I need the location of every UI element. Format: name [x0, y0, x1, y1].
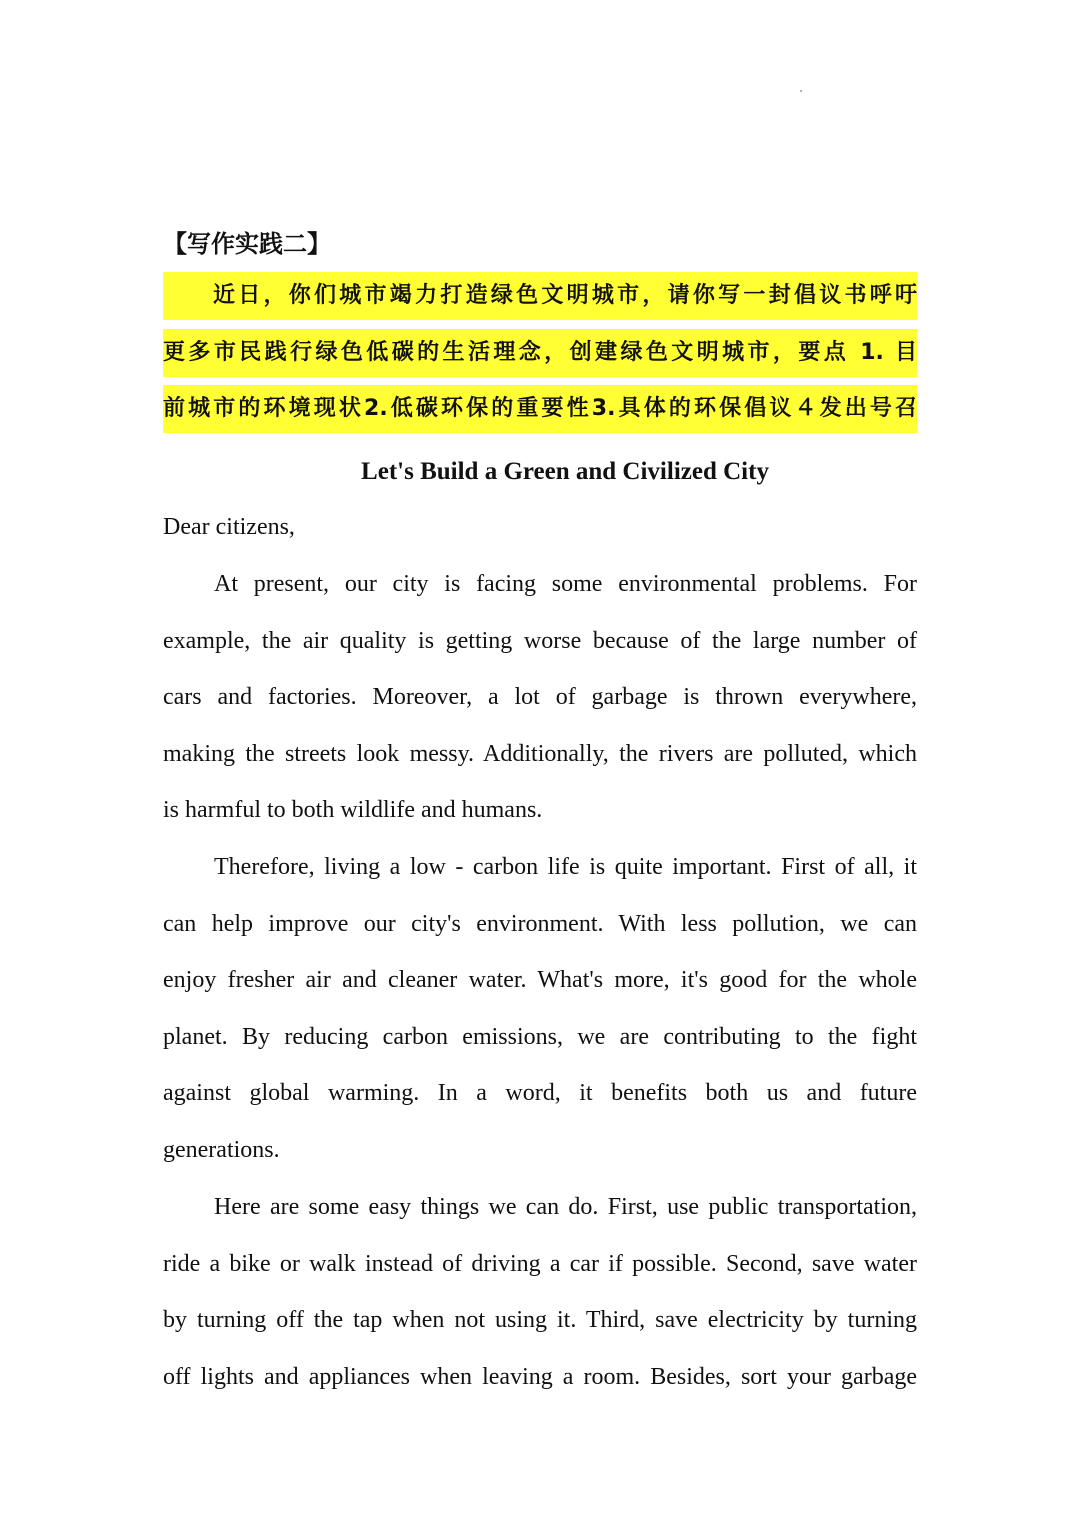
paragraph-line: against global warming. In a word, it benefits both us and future [163, 1080, 917, 1107]
paragraph-line: by turning off the tap when not using it. Third, save electricity by turning [163, 1307, 917, 1334]
paragraph-line: enjoy fresher air and cleaner water. What's more, it's good for the whole [163, 967, 917, 994]
prompt-line: 近日，你们城市竭力打造绿色文明城市，请你写一封倡议书呼吁 [163, 272, 917, 320]
writing-prompt [163, 272, 917, 442]
essay-title: Let's Build a Green and Civilized City [361, 458, 769, 485]
paragraph-line: planet. By reducing carbon emissions, we are contributing to the fight [163, 1023, 917, 1050]
paragraph-line: example, the air quality is getting worse because of the large number of [163, 627, 917, 654]
prompt-line: 更多市民践行绿色低碳的生活理念，创建绿色文明城市，要点 1. 目 [163, 329, 917, 377]
paragraph-line: off lights and appliances when leaving a room. Besides, sort your garbage [163, 1363, 917, 1390]
prompt-line: 前城市的环境现状2.低碳环保的重要性3.具体的环保倡议４发出号召 [163, 385, 917, 433]
paragraph-line: can help improve our city's environment. With less pollution, we can [163, 910, 917, 937]
salutation: Dear citizens, [163, 514, 295, 540]
paragraph-line: ride a bike or walk instead of driving a car if possible. Second, save water [163, 1250, 917, 1277]
paragraph-line: Therefore, living a low - carbon life is quite important. First of all, it [214, 854, 917, 880]
section-heading: 【写作实践二】 [163, 230, 331, 258]
paragraph-current-situation [163, 556, 917, 839]
paragraph-line: generations. [163, 1136, 280, 1163]
paragraph-line: At present, our city is facing some environmental problems. For [214, 571, 917, 597]
paragraph-line: is harmful to both wildlife and humans. [163, 797, 543, 824]
paragraph-line: making the streets look messy. Additionally, the rivers are polluted, which [163, 740, 917, 767]
scan-speck [800, 90, 802, 92]
paragraph-line: Here are some easy things we can do. First, use public transportation, [214, 1194, 917, 1220]
paragraph-importance [163, 839, 917, 1179]
paragraph-suggestions [163, 1179, 917, 1405]
paragraph-line: cars and factories. Moreover, a lot of garbage is thrown everywhere, [163, 684, 917, 711]
